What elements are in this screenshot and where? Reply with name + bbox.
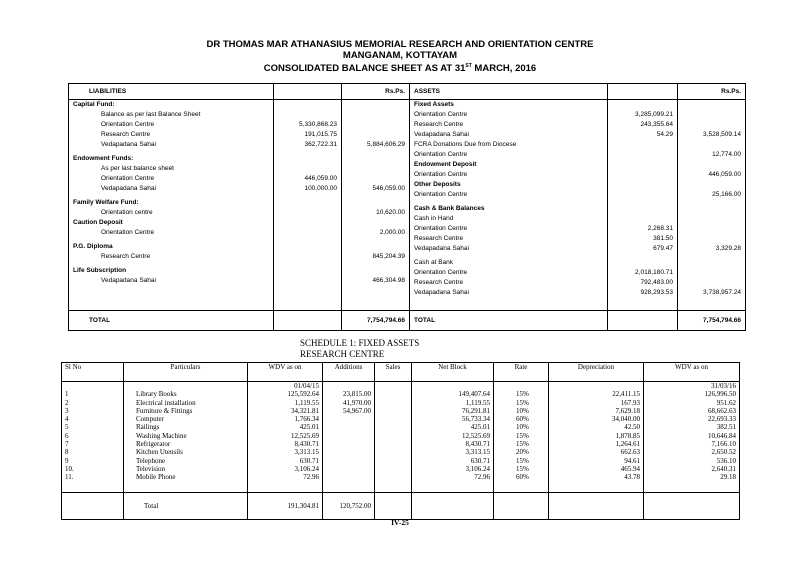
wdv-close-date: 31/03/16 (711, 382, 736, 390)
l-item-label: As per last balance sheet (101, 165, 174, 172)
asset-net-cell: 8,430.71 (465, 440, 490, 449)
asset-name-cell: Library Books (136, 390, 177, 399)
asset-close-cell: 29.18 (720, 473, 736, 482)
l-item-label: P.G. Diploma (73, 243, 113, 250)
asset-add-cell: 23,815.00 (343, 390, 371, 399)
asset-close-cell: 22,693.33 (708, 415, 736, 424)
wdv-open-column (248, 382, 323, 493)
l-item-label: Research Centre (101, 253, 151, 260)
asset-wdv-cell: 125,592.64 (287, 390, 319, 399)
asset-sl-cell: 11. (65, 473, 74, 482)
l-item-total (346, 110, 405, 120)
asset-rate-cell: 15% (516, 464, 529, 473)
l-item-total: 5,884,606.29 (367, 141, 405, 148)
asset-rate-cell: 60% (516, 473, 529, 482)
asset-name-cell: Computer (136, 415, 164, 424)
col-sl: Sl No (62, 363, 124, 382)
a-item-amount (612, 140, 673, 150)
a-item-label: Cash & Bank Balances (414, 205, 485, 212)
asset-sl-cell: 10. (65, 464, 74, 473)
l-item-amount (278, 228, 337, 238)
l-item-total (346, 242, 405, 252)
l-item-amount: 100,000.00 (304, 185, 337, 192)
asset-sl-cell: 8 (65, 448, 69, 457)
a-item-amount: 2,268.31 (647, 225, 673, 232)
l-item-total (346, 130, 405, 140)
col-sales: Sales (375, 363, 412, 382)
asset-wdv-cell: 3,313.15 (294, 448, 319, 457)
l-item-label: Vedapadana Sahai (101, 185, 156, 192)
asset-net-cell: 425.01 (470, 423, 490, 432)
asset-add-cell: 54,967.00 (343, 406, 371, 415)
a-item-total (682, 180, 741, 190)
asset-dep-cell: 34,040.00 (612, 415, 640, 424)
total-label: Total (124, 493, 248, 520)
asset-sl-cell: 5 (65, 423, 69, 432)
asset-rate-cell: 15% (516, 390, 529, 399)
asset-close-cell: 536.10 (716, 456, 736, 465)
col-wdv-open-label: WDV as on (268, 363, 302, 371)
assets-total: 7,754,794.66 (678, 311, 746, 331)
a-item-amount (612, 150, 673, 160)
assets-heading: ASSETS (410, 84, 608, 100)
l-item-amount (278, 252, 337, 262)
asset-name-cell: Refrigerator (136, 440, 171, 449)
a-item-label: Research Centre (414, 279, 464, 286)
l-item-total (346, 154, 405, 164)
col-rate: Rate (494, 363, 549, 382)
a-item-amount: 792,483.00 (640, 279, 673, 286)
a-item-total: 25,166.00 (712, 191, 741, 198)
asset-net-cell: 3,313.15 (465, 448, 490, 457)
sheet-title-main: CONSOLIDATED BALANCE SHEET AS AT 31 (263, 63, 466, 75)
asset-add-cell: 41,970.00 (343, 398, 371, 407)
l-item-total (346, 164, 405, 174)
asset-sl-cell: 4 (65, 415, 69, 424)
a-item-label: Cash at Bank (414, 259, 454, 266)
asset-name-cell: Washing Machine (136, 431, 187, 440)
l-item-total (346, 218, 405, 228)
asset-rate-cell: 15% (516, 440, 529, 449)
l-item-label: Vedapadana Sahai (101, 277, 156, 284)
a-item-amount (612, 258, 673, 268)
a-item-label: Orientation Centre (414, 269, 468, 276)
asset-net-cell: 3,106.24 (465, 464, 490, 473)
total-additions: 120,752.00 (323, 493, 375, 520)
asset-sl-cell: 1 (65, 390, 69, 399)
a-item-amount (612, 190, 673, 200)
assets-total-label: TOTAL (410, 311, 608, 331)
wdv-close-column (644, 382, 740, 493)
total-wdv: 191,304.81 (248, 493, 323, 520)
col-wdv-close-label: WDV as on (675, 363, 708, 371)
l-item-amount (278, 266, 337, 276)
a-item-total: 3,329.28 (715, 245, 741, 252)
assets-col2 (678, 100, 746, 311)
asset-net-cell: 76,291.81 (462, 406, 490, 415)
a-item-amount (612, 204, 673, 214)
liabilities-col2 (342, 100, 410, 311)
a-item-amount: 928,293.53 (640, 289, 673, 296)
l-item-amount (278, 164, 337, 174)
l-item-amount (278, 100, 337, 110)
asset-dep-cell: 465.94 (620, 464, 640, 473)
l-item-label: Orientation Centre (101, 175, 155, 182)
asset-dep-cell: 22,411.15 (612, 390, 640, 399)
liabilities-labels (69, 100, 274, 311)
l-item-label: Endowment Funds: (73, 155, 134, 162)
a-item-label: Other Deposits (414, 181, 461, 188)
a-item-label: Cash in Hand (414, 215, 454, 222)
asset-close-cell: 10,646.84 (708, 431, 736, 440)
l-item-label: Balance as per last Balance Sheet (101, 111, 201, 118)
additions-column (323, 382, 375, 493)
asset-sl-cell: 9 (65, 456, 69, 465)
a-item-label: Orientation Centre (414, 171, 468, 178)
a-item-total (682, 120, 741, 130)
a-item-label: Vedapadana Sahai (414, 131, 469, 138)
depreciation-column (549, 382, 644, 493)
col-particulars: Particulars (124, 363, 248, 382)
l-item-amount (278, 276, 337, 286)
a-item-total (682, 268, 741, 278)
a-item-total (682, 224, 741, 234)
l-item-amount: 5,330,868.23 (299, 121, 337, 128)
asset-wdv-cell: 1,119.55 (294, 398, 319, 407)
l-item-amount (278, 198, 337, 208)
sheet-title (0, 61, 800, 74)
l-item-label: Family Welfare Fund: (73, 199, 139, 206)
liabilities-total: 7,754,794.66 (342, 311, 410, 331)
a-item-amount: 3,285,099.21 (635, 111, 673, 118)
asset-name-cell: Electrical installation (136, 398, 196, 407)
rs-heading-left: Rs.Ps. (342, 84, 410, 100)
asset-sl-cell: 3 (65, 406, 69, 415)
a-item-total: 3,738,957.24 (703, 289, 741, 296)
a-item-total (682, 234, 741, 244)
asset-dep-cell: 43.78 (624, 473, 640, 482)
asset-close-cell: 2,640.31 (711, 464, 736, 473)
schedule-title: SCHEDULE 1: FIXED ASSETS (300, 338, 420, 348)
a-item-label: Orientation Centre (414, 111, 468, 118)
asset-wdv-cell: 3,106.24 (294, 464, 319, 473)
l-item-total (346, 266, 405, 276)
l-item-label: Capital Fund: (73, 101, 115, 108)
a-item-total (682, 258, 741, 268)
a-item-label: Orientation Centre (414, 191, 468, 198)
asset-net-cell: 72.96 (474, 473, 490, 482)
schedule-subtitle: RESEARCH CENTRE (300, 349, 385, 359)
asset-dep-cell: 7,629.18 (615, 406, 640, 415)
col-additions: Additions (323, 363, 375, 382)
a-item-label: Fixed Assets (414, 101, 454, 108)
liabilities-col1 (274, 100, 342, 311)
asset-dep-cell: 167.93 (620, 398, 640, 407)
l-item-amount (278, 242, 337, 252)
l-item-total: 546,059.00 (372, 185, 405, 192)
asset-wdv-cell: 34,321.81 (291, 406, 319, 415)
asset-dep-cell: 1,878.85 (615, 431, 640, 440)
a-item-amount: 54.29 (656, 131, 673, 138)
a-item-amount (612, 180, 673, 190)
rs-heading-right: Rs.Ps. (678, 84, 746, 100)
a-item-label: Endowment Deposit (414, 161, 477, 168)
asset-dep-cell: 42.50 (624, 423, 640, 432)
asset-name-cell: Furniture & Fittings (136, 406, 193, 415)
a-item-total: 12,774.00 (712, 151, 741, 158)
asset-name-cell: Kitchen Utensils (136, 448, 183, 457)
l-item-amount: 446,059.00 (304, 175, 337, 182)
sl-column (62, 382, 124, 493)
asset-rate-cell: 15% (516, 431, 529, 440)
a-item-total (682, 100, 741, 110)
asset-rate-cell: 15% (516, 398, 529, 407)
org-location: MANGANAM, KOTTAYAM (342, 50, 458, 61)
a-item-amount: 243,355.64 (640, 121, 673, 128)
assets-labels (410, 100, 608, 311)
assets-col1 (608, 100, 678, 311)
asset-close-cell: 7,166.10 (711, 440, 736, 449)
a-item-total (682, 204, 741, 214)
a-item-amount (612, 170, 673, 180)
asset-wdv-cell: 12,525.69 (291, 431, 319, 440)
l-item-label: Life Subscription (73, 267, 127, 274)
a-item-amount: 679.47 (653, 245, 673, 252)
asset-wdv-cell: 1,766.34 (294, 415, 319, 424)
a-item-label: Orientation Centre (414, 225, 468, 232)
asset-rate-cell: 60% (516, 415, 529, 424)
asset-sl-cell: 6 (65, 431, 69, 440)
l-item-total: 466,304.98 (372, 277, 405, 284)
asset-dep-cell: 1,264.61 (615, 440, 640, 449)
a-item-total (682, 160, 741, 170)
asset-net-cell: 630.71 (470, 456, 490, 465)
a-item-label: FCRA Donations Due from Diocese (414, 141, 517, 148)
a-item-label: Research Centre (414, 235, 464, 242)
col-wdv-close (644, 363, 740, 382)
l-item-label: Orientation Centre (101, 229, 155, 236)
a-item-amount: 381.50 (653, 235, 673, 242)
sales-column (375, 382, 412, 493)
asset-close-cell: 951.62 (716, 398, 736, 407)
l-item-label: Research Centre (101, 131, 151, 138)
a-item-total (682, 214, 741, 224)
a-item-label: Vedapadana Sahai (414, 289, 469, 296)
asset-rate-cell: 10% (516, 423, 529, 432)
asset-net-cell: 56,733.34 (462, 415, 490, 424)
l-item-amount (278, 154, 337, 164)
asset-name-cell: Mobile Phone (136, 473, 176, 482)
l-item-total: 845,204.39 (372, 253, 405, 260)
asset-wdv-cell: 630.71 (299, 456, 319, 465)
l-item-total (346, 198, 405, 208)
asset-wdv-cell: 425.01 (299, 423, 319, 432)
liabilities-heading: LIABILITIES (69, 84, 274, 100)
a-item-total (682, 140, 741, 150)
asset-close-cell: 126,996.50 (704, 390, 736, 399)
asset-rate-cell: 20% (516, 448, 529, 457)
asset-close-cell: 68,662.63 (708, 406, 736, 415)
wdv-open-date: 01/04/15 (294, 382, 319, 390)
sheet-title-end: MARCH, 2016 (471, 63, 537, 75)
rate-column (494, 382, 549, 493)
asset-name-cell: Railings (136, 423, 160, 432)
a-item-amount (612, 214, 673, 224)
fixed-assets-table (61, 362, 740, 520)
asset-sl-cell: 7 (65, 440, 69, 449)
l-item-label: Caution Deposit (73, 219, 123, 226)
asset-dep-cell: 662.63 (620, 448, 640, 457)
asset-wdv-cell: 8,430.71 (294, 440, 319, 449)
l-item-total: 2,000.00 (379, 229, 405, 236)
a-item-amount (612, 160, 673, 170)
l-item-amount (278, 110, 337, 120)
liabilities-total-label: TOTAL (69, 311, 274, 331)
asset-net-cell: 12,525.69 (462, 431, 490, 440)
l-item-total (346, 100, 405, 110)
l-item-total (346, 174, 405, 184)
page-number: IV-25 (391, 518, 409, 527)
l-item-amount (278, 208, 337, 218)
net-block-column (412, 382, 494, 493)
a-item-total: 3,528,509.14 (703, 131, 741, 138)
col-depreciation: Depreciation (549, 363, 644, 382)
asset-sl-cell: 2 (65, 398, 69, 407)
asset-net-cell: 1,119.55 (465, 398, 490, 407)
l-item-total (346, 120, 405, 130)
a-item-total: 446,059.00 (708, 171, 741, 178)
col-wdv-open (248, 363, 323, 382)
l-item-amount: 362,722.31 (304, 141, 337, 148)
asset-rate-cell: 10% (516, 406, 529, 415)
a-item-label: Orientation Centre (414, 151, 468, 158)
l-item-label: Orientation Centre (101, 121, 155, 128)
org-title: DR THOMAS MAR ATHANASIUS MEMORIAL RESEARCH AND ORIENTATION CENTRE (206, 39, 594, 50)
l-item-label: Orientation centre (101, 209, 153, 216)
asset-rate-cell: 15% (516, 456, 529, 465)
a-item-total (682, 110, 741, 120)
a-item-amount (612, 100, 673, 110)
asset-net-cell: 149,407.64 (458, 390, 490, 399)
a-item-label: Research Centre (414, 121, 464, 128)
asset-wdv-cell: 72.96 (303, 473, 319, 482)
asset-name-cell: Television (136, 464, 166, 473)
asset-name-cell: Telephone (136, 456, 166, 465)
l-item-label: Vedapadana Sahai (101, 141, 156, 148)
a-item-label: Vedapadana Sahai (414, 245, 469, 252)
a-item-amount: 2,018,180.71 (635, 269, 673, 276)
asset-close-cell: 2,650.52 (711, 448, 736, 457)
asset-dep-cell: 94.61 (624, 456, 640, 465)
col-net-block: Net Block (412, 363, 494, 382)
a-item-total (682, 278, 741, 288)
l-item-amount: 191,015.75 (304, 131, 337, 138)
balance-sheet-table (68, 83, 746, 331)
l-item-total: 10,620.00 (376, 209, 405, 216)
particulars-column (124, 382, 248, 493)
asset-close-cell: 382.51 (716, 423, 736, 432)
sheet-title-sup: ST (465, 63, 472, 69)
l-item-amount (278, 218, 337, 228)
